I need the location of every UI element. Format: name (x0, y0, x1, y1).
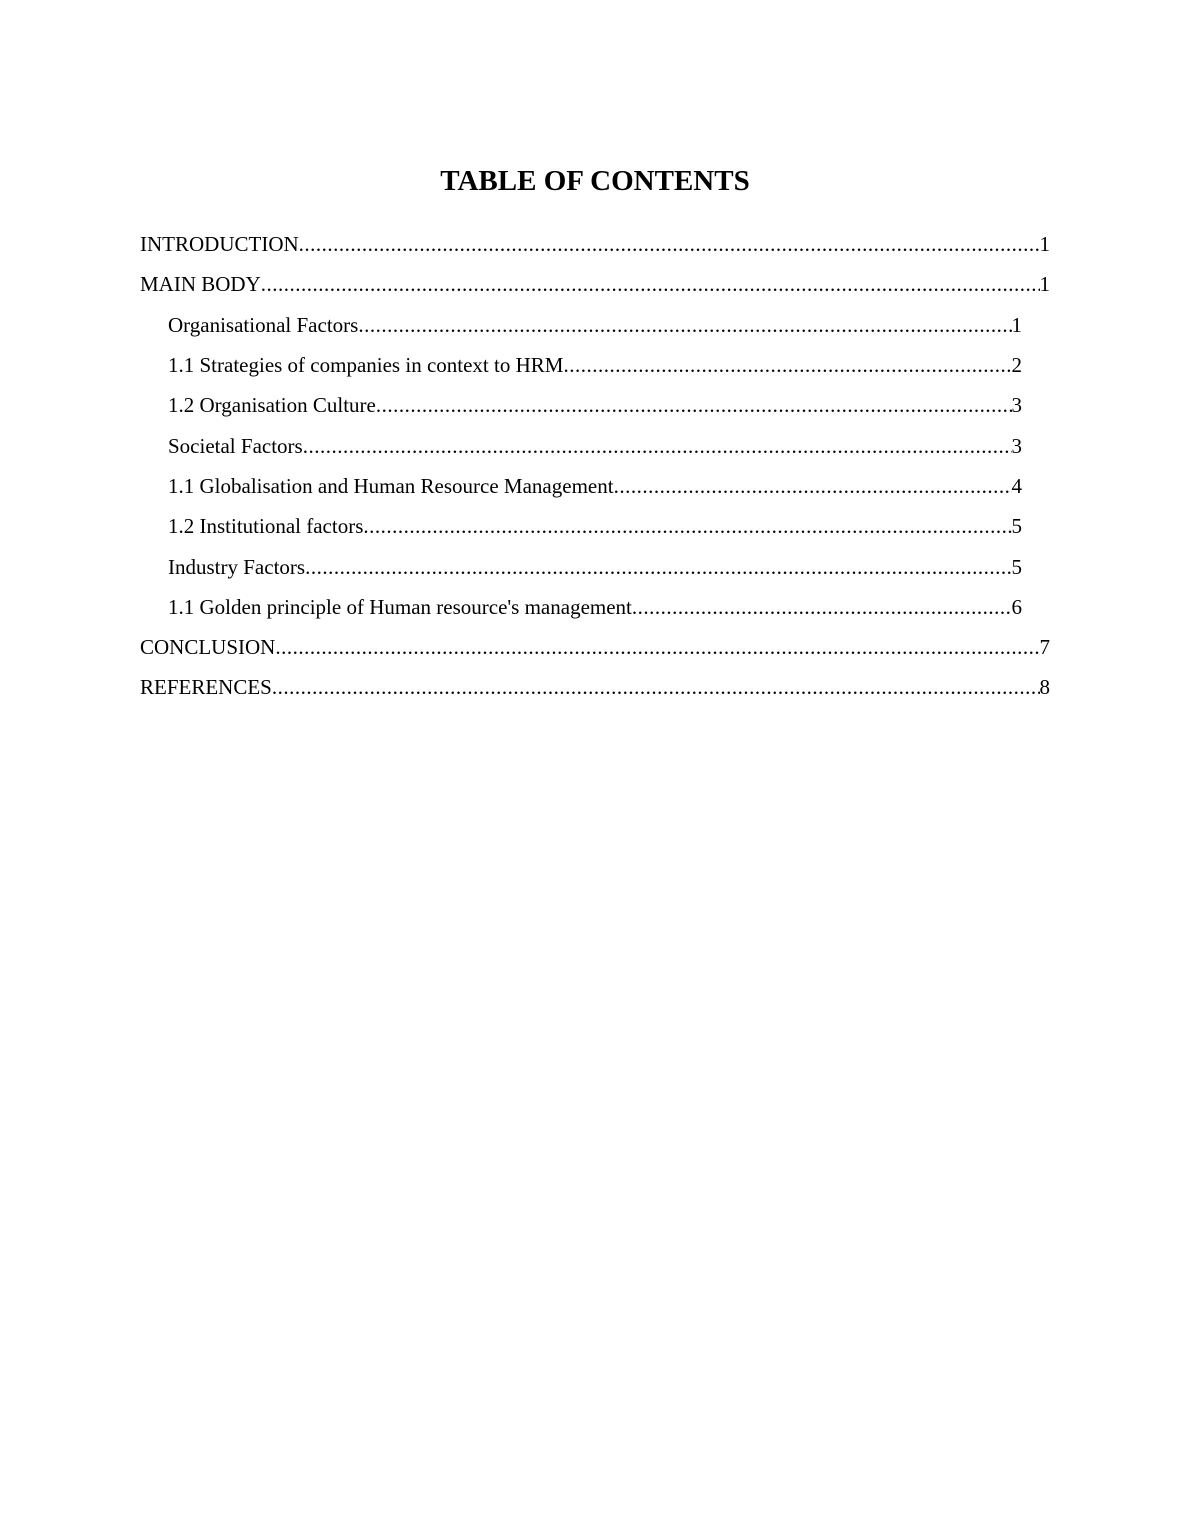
toc-entry-label: 1.2 Institutional factors (168, 514, 364, 539)
toc-entry-organisational-factors[interactable] (168, 305, 1022, 345)
toc-dot-leader (376, 392, 1012, 418)
toc-title: TABLE OF CONTENTS (440, 165, 750, 197)
toc-page-number: 8 (1039, 675, 1050, 700)
toc-page-number: 1 (1039, 272, 1050, 297)
toc-dot-leader (363, 513, 1011, 539)
toc-entry-label: 1.1 Strategies of companies in context to HRM (168, 353, 564, 378)
toc-entry-label: 1.2 Organisation Culture (168, 393, 376, 418)
toc-page-number: 6 (1011, 594, 1022, 619)
toc-entry-institutional-factors[interactable] (168, 506, 1022, 546)
toc-entry-label: 1.1 Golden principle of Human resource's management (168, 594, 632, 619)
toc-dot-leader (632, 594, 1012, 620)
toc-entry-label: CONCLUSION (140, 635, 276, 660)
toc-dot-leader (272, 674, 1040, 700)
toc-page-number: 5 (1011, 514, 1022, 539)
toc-dot-leader (563, 352, 1011, 378)
toc-entry-organisation-culture[interactable] (168, 385, 1022, 425)
toc-entry-label: Societal Factors (168, 433, 303, 458)
toc-list (0, 224, 1190, 708)
toc-dot-leader (275, 634, 1039, 660)
toc-entry-golden-principle[interactable] (168, 587, 1022, 627)
toc-entry-label: Organisational Factors (168, 312, 359, 337)
toc-page-number: 3 (1011, 393, 1022, 418)
toc-page-number: 1 (1011, 312, 1022, 337)
toc-entry-industry-factors[interactable] (168, 546, 1022, 586)
toc-page-number: 7 (1039, 635, 1050, 660)
toc-page-number: 1 (1039, 232, 1050, 257)
toc-dot-leader (261, 271, 1040, 297)
toc-entry-label: REFERENCES (140, 675, 272, 700)
toc-entry-label: MAIN BODY (140, 272, 261, 297)
toc-entry-strategies-hrm[interactable] (168, 345, 1022, 385)
toc-dot-leader (305, 554, 1011, 580)
toc-dot-leader (614, 473, 1012, 499)
toc-dot-leader (303, 433, 1012, 459)
toc-entry-label: INTRODUCTION (140, 232, 299, 257)
toc-entry-conclusion[interactable] (140, 627, 1050, 667)
toc-entry-introduction[interactable] (140, 224, 1050, 264)
toc-entry-label: 1.1 Globalisation and Human Resource Management (168, 473, 614, 498)
toc-entry-globalisation-hrm[interactable] (168, 466, 1022, 506)
toc-page-number: 5 (1011, 554, 1022, 579)
toc-page-number: 3 (1011, 433, 1022, 458)
toc-entry-references[interactable] (140, 667, 1050, 707)
toc-dot-leader (299, 231, 1040, 257)
toc-page-number: 2 (1011, 353, 1022, 378)
toc-dot-leader (358, 312, 1011, 338)
toc-entry-main-body[interactable] (140, 264, 1050, 304)
toc-entry-societal-factors[interactable] (168, 425, 1022, 465)
toc-page-number: 4 (1011, 473, 1022, 498)
toc-entry-label: Industry Factors (168, 554, 306, 579)
